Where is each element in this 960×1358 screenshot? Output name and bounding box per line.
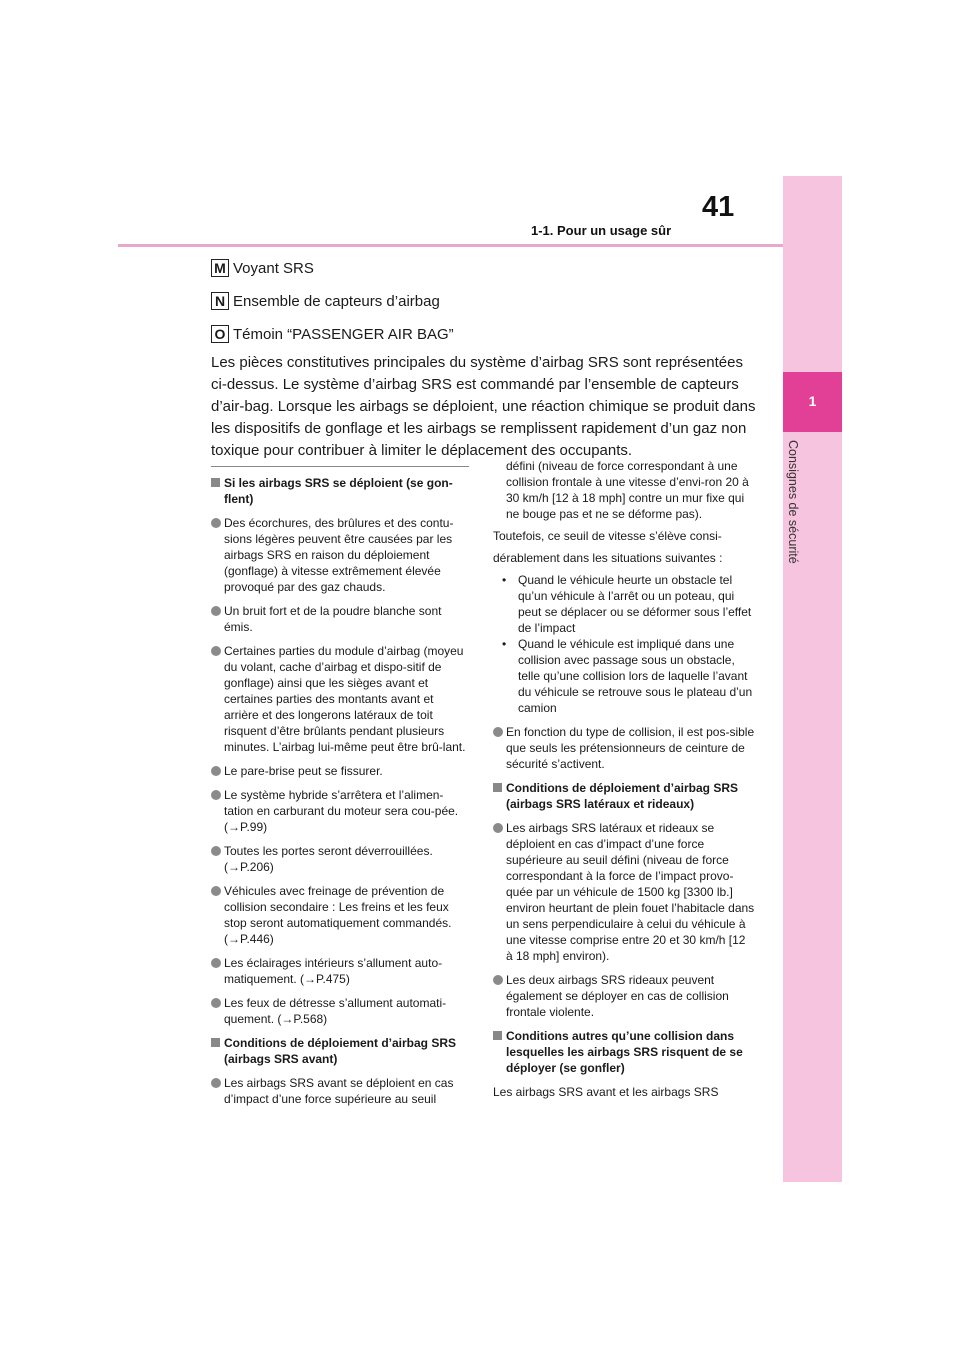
square-bullet-icon [493, 783, 502, 792]
square-bullet-icon [493, 1031, 502, 1040]
list-item: Un bruit fort et de la poudre blanche sont émis. [211, 603, 469, 635]
list-item: Les deux airbags SRS rideaux peuvent également se déployer en cas de collision frontale violente. [493, 972, 755, 1020]
key-letter-n: N [211, 292, 229, 310]
chapter-number: 1 [808, 393, 817, 409]
section-title: 1-1. Pour un usage sûr [531, 223, 672, 238]
circle-bullet-icon [493, 823, 503, 833]
circle-bullet-icon [211, 606, 221, 616]
dot-marker-icon: • [502, 637, 507, 651]
circle-bullet-icon [493, 727, 503, 737]
dot-marker-icon: • [502, 573, 507, 587]
list-item: Le pare-brise peut se fissurer. [211, 763, 469, 779]
continued-text: défini (niveau de force correspondant à une collision frontale à une vitesse d’envi-ron 20 à 30 km/h [12 à 18 mph] contre un mur fixe qui ne bouge pas et ne se déforme pas). [506, 459, 749, 521]
legend-label: Témoin “PASSENGER AIR BAG” [233, 326, 454, 343]
page-number: 41 [702, 191, 735, 223]
square-bullet-icon [211, 1038, 220, 1047]
circle-bullet-icon [211, 846, 221, 856]
header-rule [118, 244, 783, 247]
list-item: Le système hybride s’arrêtera et l’alimen-tation en carburant du moteur sera cou-pée. (→P.99) [211, 787, 469, 835]
circle-bullet-icon [211, 518, 221, 528]
chapter-tab[interactable] [783, 372, 842, 432]
column-divider-rule [211, 466, 469, 467]
list-item: Certaines parties du module d’airbag (moyeu du volant, cache d’airbag et dispo-sitif de gonflage) ainsi que les sièges avant et certaines parties des montants avant et arrière et des longerons latéraux de toit risquent d’être brûlants pendant plusieurs minutes. L’airbag lui-même peut être brû-lant. [211, 643, 469, 755]
list-item: Les feux de détresse s’allument automati-quement. (→P.568) [211, 995, 469, 1027]
section-heading: Conditions de déploiement d’airbag SRS (airbags SRS latéraux et rideaux) [493, 780, 755, 812]
chapter-side-band [783, 176, 842, 1182]
list-item: Toutes les portes seront déverrouillées. (→P.206) [211, 843, 469, 875]
legend-label: Ensemble de capteurs d’airbag [233, 293, 440, 310]
circle-bullet-icon [493, 975, 503, 985]
circle-bullet-icon [211, 958, 221, 968]
list-item: Les airbags SRS latéraux et rideaux se déploient en cas d’impact d’une force supérieure au seuil défini (niveau de force correspondant à la force de l’impact provo-quée par un véhicule de 1500 kg [3300 lb.] environ heurtant de plein fouet l’habitacle dans un sens perpendiculaire à celui du véhicule à une vitesse comprise entre 20 et 30 km/h [12 à 18 mph] environ). [493, 820, 755, 964]
sub-list-item: • Quand le véhicule heurte un obstacle tel qu’un véhicule à l’arrêt ou un poteau, qui peut se déplacer ou se déformer sous l’effet de l’impact [502, 573, 752, 635]
left-column [211, 475, 469, 1115]
square-bullet-icon [211, 478, 220, 487]
list-item: Des écorchures, des brûlures et des contu-sions légères peuvent être causées par les airbags SRS en raison du déploiement (gonflage) à vitesse extrêmement élevée provoqué par des gaz chauds. [211, 515, 469, 595]
paragraph-line: Toutefois, ce seuil de vitesse s’élève consi- [493, 529, 722, 543]
circle-bullet-icon [211, 1078, 221, 1088]
circle-bullet-icon [211, 790, 221, 800]
chapter-title: Consignes de sécurité [786, 440, 800, 564]
circle-bullet-icon [211, 886, 221, 896]
circle-bullet-icon [211, 766, 221, 776]
key-letter-m: M [211, 259, 229, 277]
section-heading: Si les airbags SRS se déploient (se gon-flent) [211, 475, 469, 507]
right-column [493, 458, 755, 1106]
list-item: Véhicules avec freinage de prévention de collision secondaire : Les freins et les feux stop seront automatiquement commandés. (→P.446) [211, 883, 469, 947]
paragraph-line: Les airbags SRS avant et les airbags SRS [493, 1085, 719, 1099]
section-heading: Conditions de déploiement d’airbag SRS (airbags SRS avant) [211, 1035, 469, 1067]
list-item: Les airbags SRS avant se déploient en cas d’impact d’une force supérieure au seuil [211, 1075, 469, 1107]
list-item: Les éclairages intérieurs s’allument auto-matiquement. (→P.475) [211, 955, 469, 987]
circle-bullet-icon [211, 998, 221, 1008]
section-heading: Conditions autres qu’une collision dans lesquelles les airbags SRS risquent de se déployer (se gonfler) [493, 1028, 755, 1076]
intro-paragraph: Les pièces constitutives principales du système d’airbag SRS sont représentées ci-dessus. Le système d’airbag SRS est commandé par l’ensemble de capteurs d’air-bag. Lorsque les airbags se déploient, une réaction chimique se produit dans les dispositifs de gonflage et les airbags se remplissent rapidement d’un gaz non toxique pour contribuer à limiter le déplacement des occupants. [211, 354, 756, 459]
key-letter-o: O [211, 325, 229, 343]
sub-list-item: • Quand le véhicule est impliqué dans une collision avec passage sous un obstacle, telle qu’une collision lors de laquelle l’avant du véhicule se retrouve sous le plateau d’un camion [502, 637, 753, 715]
legend-label: Voyant SRS [233, 260, 314, 277]
circle-bullet-icon [211, 646, 221, 656]
paragraph-line: dérablement dans les situations suivantes : [493, 551, 723, 565]
list-item: En fonction du type de collision, il est pos-sible que seuls les prétensionneurs de ceinture de sécurité s’activent. [493, 724, 755, 772]
